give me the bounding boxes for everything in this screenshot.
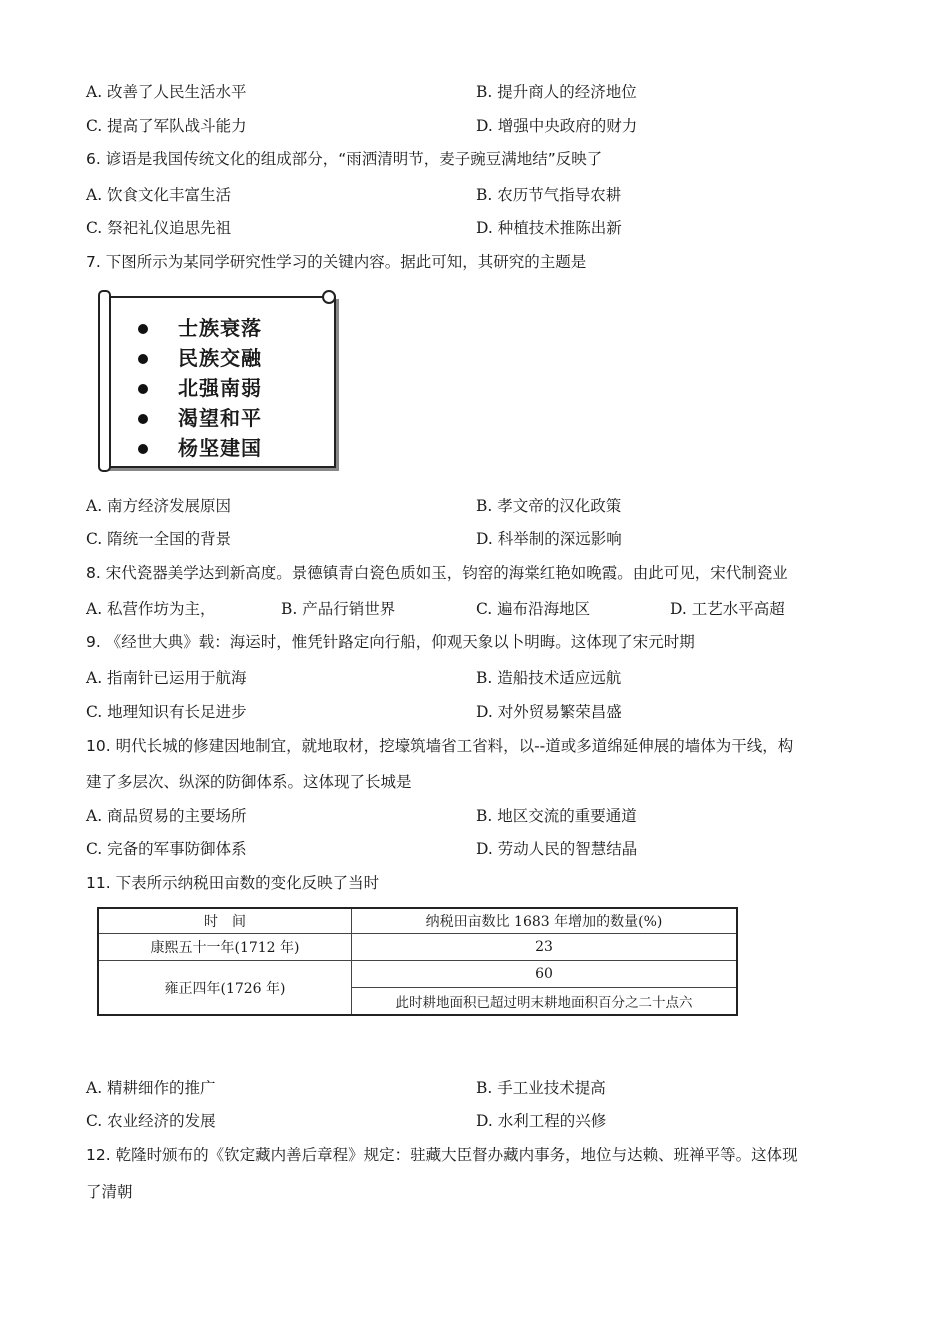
q9-option-b: B. 造船技术适应远航 xyxy=(476,669,622,687)
table-header-row xyxy=(98,908,737,934)
q6-stem: 6. 谚语是我国传统文化的组成部分，“雨洒清明节，麦子豌豆满地结”反映了 xyxy=(86,150,603,168)
scroll-item: 渴望和平 xyxy=(178,406,262,430)
q6-option-c: C. 祭祀礼仪追思先祖 xyxy=(86,219,232,237)
q7-stem: 7. 下图所示为某同学研究性学习的关键内容。据此可知，其研究的主题是 xyxy=(86,253,587,271)
q12-stem-line1: 12. 乾隆时颁布的《钦定藏内善后章程》规定：驻藏大臣督办藏内事务，地位与达赖、班禅平等。这体现 xyxy=(86,1146,798,1164)
q7-option-d: D. 科举制的深远影响 xyxy=(476,530,622,548)
bullet-icon xyxy=(138,384,148,394)
table-cell-time: 雍正四年(1726 年) xyxy=(98,961,352,1016)
bullet-icon xyxy=(138,444,148,454)
q10-option-c: C. 完备的军事防御体系 xyxy=(86,840,247,858)
table-cell-time: 康熙五十一年(1712 年) xyxy=(98,934,352,961)
table-header-time: 时 间 xyxy=(98,908,352,934)
q7-option-a: A. 南方经济发展原因 xyxy=(86,497,232,515)
q7-option-c: C. 隋统一全国的背景 xyxy=(86,530,232,548)
q6-option-b: B. 农历节气指导农耕 xyxy=(476,186,622,204)
bullet-icon xyxy=(138,354,148,364)
q11-option-d: D. 水利工程的兴修 xyxy=(476,1112,607,1130)
q11-option-a: A. 精耕细作的推广 xyxy=(86,1079,216,1097)
q8-option-a: A. 私营作坊为主， xyxy=(86,600,216,618)
table-cell-value: 60 xyxy=(352,961,738,988)
q8-option-c: C. 遍布沿海地区 xyxy=(476,600,591,618)
q9-stem: 9. 《经世大典》载：海运时，惟凭针路定向行船，仰观天象以卜明晦。这体现了宋元时期 xyxy=(86,633,695,651)
q11-option-c: C. 农业经济的发展 xyxy=(86,1112,216,1130)
scroll-roll-left xyxy=(98,290,111,472)
q9-option-c: C. 地理知识有长足进步 xyxy=(86,703,247,721)
q11-option-b: B. 手工业技术提高 xyxy=(476,1079,606,1097)
q12-stem-line2: 了清朝 xyxy=(86,1183,133,1201)
bullet-icon xyxy=(138,324,148,334)
q9-option-d: D. 对外贸易繁荣昌盛 xyxy=(476,703,622,721)
scroll-paper xyxy=(106,296,336,468)
q10-stem-line1: 10. 明代长城的修建因地制宜，就地取材，挖壕筑墙省工省料，以--道或多道绵延伸展的墙体为干线，构 xyxy=(86,737,794,755)
table-header-value: 纳税田亩数比 1683 年增加的数量(%) xyxy=(352,908,738,934)
table-cell-value: 23 xyxy=(352,934,738,961)
table-cell-note: 此时耕地面积已超过明末耕地面积百分之二十点六 xyxy=(352,988,738,1016)
q7-option-b: B. 孝文帝的汉化政策 xyxy=(476,497,622,515)
q10-option-b: B. 地区交流的重要通道 xyxy=(476,807,637,825)
q10-stem-line2: 建了多层次、纵深的防御体系。这体现了长城是 xyxy=(86,773,412,791)
scroll-item: 杨坚建国 xyxy=(178,436,262,460)
q5-option-b: B. 提升商人的经济地位 xyxy=(476,83,637,101)
q10-option-a: A. 商品贸易的主要场所 xyxy=(86,807,247,825)
table-row xyxy=(98,934,737,961)
table-row xyxy=(98,961,737,988)
q6-option-a: A. 饮食文化丰富生活 xyxy=(86,186,232,204)
bullet-icon xyxy=(138,414,148,424)
q8-option-d: D. 工艺水平高超 xyxy=(670,600,785,618)
q8-stem: 8. 宋代瓷器美学达到新高度。景德镇青白瓷色质如玉，钧窑的海棠红艳如晚霞。由此可见，宋代制瓷业 xyxy=(86,564,788,582)
q11-stem: 11. 下表所示纳税田亩数的变化反映了当时 xyxy=(86,874,380,892)
q9-option-a: A. 指南针已运用于航海 xyxy=(86,669,247,687)
scroll-item: 士族衰落 xyxy=(178,316,262,340)
q5-option-a: A. 改善了人民生活水平 xyxy=(86,83,247,101)
q8-option-b: B. 产品行销世界 xyxy=(281,600,396,618)
scroll-roll-top xyxy=(322,290,336,304)
q5-option-c: C. 提高了军队战斗能力 xyxy=(86,117,247,135)
q7-scroll-figure xyxy=(98,290,336,468)
scroll-item: 北强南弱 xyxy=(178,376,262,400)
scroll-item: 民族交融 xyxy=(178,346,262,370)
q10-option-d: D. 劳动人民的智慧结晶 xyxy=(476,840,638,858)
q6-option-d: D. 种植技术推陈出新 xyxy=(476,219,622,237)
q5-option-d: D. 增强中央政府的财力 xyxy=(476,117,638,135)
q11-tax-table xyxy=(97,907,738,1016)
